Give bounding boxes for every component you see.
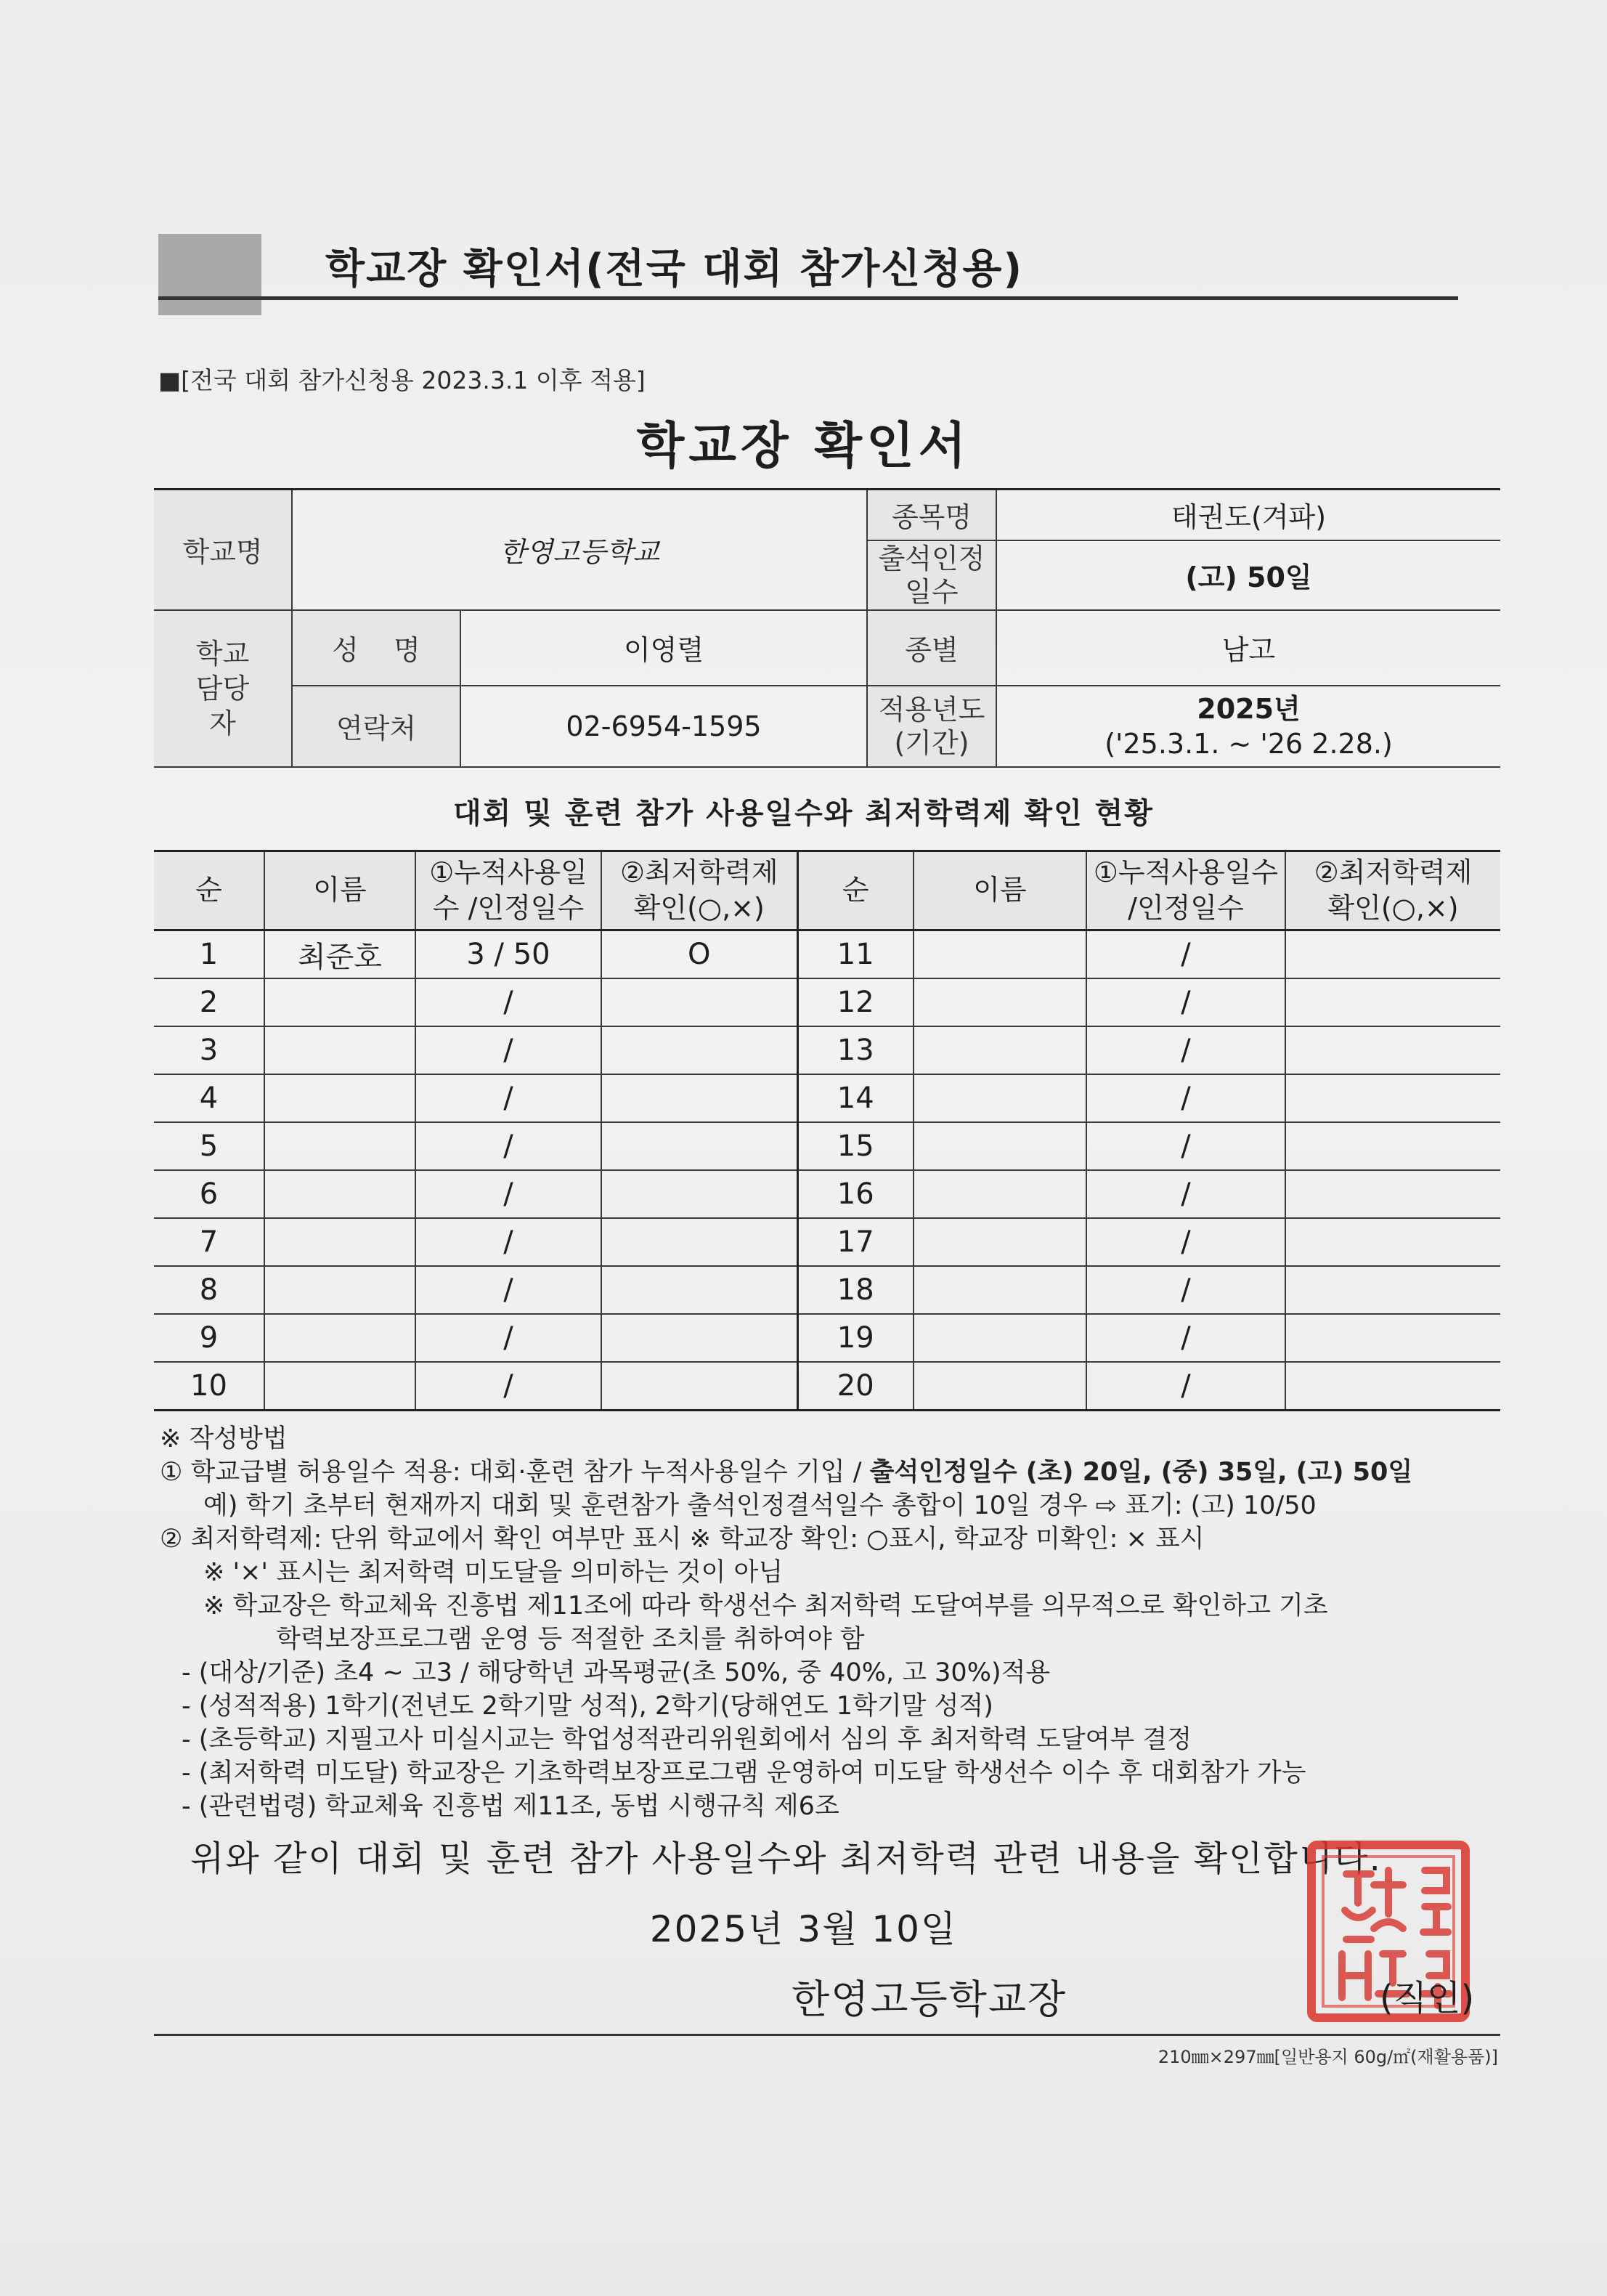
table-row [154, 1122, 1500, 1170]
instruction-4: ※ 학교장은 학교체육 진흥법 제11조에 따라 학생선수 최저학력 도달여부를 의무적으로 확인하고 기초 [203, 1591, 1328, 1620]
roster-right-num-cell: 12 [797, 978, 914, 1026]
roster-left-name-cell [264, 1074, 415, 1122]
issue-date: 2025년 3월 10일 [649, 1908, 958, 1950]
roster-right-check-cell [1285, 1074, 1500, 1122]
table-row [154, 1026, 1500, 1074]
roster-right-check-cell [1285, 930, 1500, 979]
instruction-1 [160, 1456, 1525, 1489]
attendance-value: (고) 50일 [996, 540, 1500, 610]
roster-right-name-cell [914, 1362, 1086, 1411]
roster-right-num-cell: 14 [797, 1074, 914, 1122]
roster-right-days-cell: / [1086, 1266, 1285, 1314]
principal-name: 한영고등학교장 [792, 1976, 1067, 2022]
header-name-right: 이름 [914, 851, 1086, 930]
roster-left-days-cell: / [415, 1122, 601, 1170]
contact-value: 02-6954-1595 [460, 686, 867, 767]
table-row [154, 1170, 1500, 1218]
roster-left-days-cell: / [415, 978, 601, 1026]
roster-right-name-cell [914, 1074, 1086, 1122]
header-name-left: 이름 [264, 851, 415, 930]
roster-right-num-cell: 13 [797, 1026, 914, 1074]
header-days-right [1086, 851, 1285, 930]
roster-right-name-cell [914, 930, 1086, 979]
instructions [160, 1422, 1525, 1823]
staff-label-text: 학교 담당자 [195, 637, 250, 739]
roster-left-days-cell: / [415, 1314, 601, 1362]
roster-left-name-cell [264, 1122, 415, 1170]
roster-right-check-cell [1285, 1314, 1500, 1362]
roster-right-name-cell [914, 978, 1086, 1026]
roster-right-check-cell [1285, 1266, 1500, 1314]
roster-right-days-cell: / [1086, 1362, 1285, 1411]
roster-left-name-cell [264, 1314, 415, 1362]
header-days-left-text: ①누적사용일수 /인정일수 [429, 856, 587, 924]
roster-left-check-cell [601, 1314, 797, 1362]
roster-right-num-cell: 16 [797, 1170, 914, 1218]
roster-right-name-cell [914, 1218, 1086, 1266]
paper-spec-footer: 210㎜×297㎜[일반용지 60g/㎡(재활용품)] [1158, 2047, 1498, 2067]
roster-left-num-cell: 7 [154, 1218, 264, 1266]
roster-body [154, 930, 1500, 1411]
header-rule [158, 296, 1458, 300]
name-value: 이영렬 [460, 610, 867, 686]
confirmation-statement: 위와 같이 대회 및 훈련 참가 사용일수와 최저학력 관련 내용을 확인합니다. [190, 1838, 1382, 1879]
roster-left-days-cell: / [415, 1074, 601, 1122]
table-row [154, 1314, 1500, 1362]
header-gray-block [158, 234, 261, 315]
school-value: 한영고등학교 [292, 490, 867, 610]
instruction-1-text: ① 학교급별 허용일수 적용: 대회·훈련 참가 누적사용일수 기입 / [160, 1458, 870, 1487]
header-days-left [415, 851, 601, 930]
detail-1: - (대상/기준) 초4 ~ 고3 / 해당학년 과목평균(초 50%, 중 40%, 고 30%)적용 [182, 1658, 1051, 1687]
gender-value: 남고 [996, 610, 1500, 686]
roster-right-check-cell [1285, 978, 1500, 1026]
roster-right-num-cell: 20 [797, 1362, 914, 1411]
bottom-rule [154, 2034, 1500, 2036]
header-title: 학교장 확인서(전국 대회 참가신청용) [325, 246, 1024, 293]
roster-left-days-cell: 3 / 50 [415, 930, 601, 979]
roster-right-num-cell: 11 [797, 930, 914, 979]
roster-left-check-cell [601, 1122, 797, 1170]
roster-right-name-cell [914, 1122, 1086, 1170]
roster-right-check-cell [1285, 1170, 1500, 1218]
roster-right-name-cell [914, 1266, 1086, 1314]
roster-left-check-cell [601, 1266, 797, 1314]
table-row [154, 1074, 1500, 1122]
table-row [154, 930, 1500, 979]
roster-left-check-cell [601, 1074, 797, 1122]
roster-right-num-cell: 19 [797, 1314, 914, 1362]
roster-right-name-cell [914, 1170, 1086, 1218]
year-label-text: 적용년도 (기간) [878, 693, 985, 759]
year-value: 2025년 [1197, 692, 1301, 725]
header-check-left-text: ②최저학력제 확인(○,×) [619, 856, 778, 924]
instruction-1-example: 예) 학기 초부터 현재까지 대회 및 훈련참가 출석인정결석일수 총합이 10일 경우 ⇨ 표기: (고) 10/50 [203, 1491, 1317, 1520]
year-cell [996, 686, 1500, 767]
instruction-2: ② 최저학력제: 단위 학교에서 확인 여부만 표시 ※ 학교장 확인: ○표시, 학교장 미확인: × 표시 [160, 1525, 1205, 1554]
instructions-heading: ※ 작성방법 [160, 1424, 288, 1453]
attendance-label-text: 출석인정 일수 [878, 542, 985, 608]
roster-left-check-cell [601, 1170, 797, 1218]
table-row [154, 1362, 1500, 1411]
header-days-right-text: ①누적사용일수 /인정일수 [1093, 856, 1279, 924]
roster-right-num-cell: 15 [797, 1122, 914, 1170]
roster-right-num-cell: 18 [797, 1266, 914, 1314]
roster-left-num-cell: 6 [154, 1170, 264, 1218]
roster-left-name-cell: 최준호 [264, 930, 415, 979]
instruction-5: 학력보장프로그램 운영 등 적절한 조치를 취하여야 함 [276, 1625, 865, 1654]
table-row [154, 978, 1500, 1026]
roster-left-days-cell: / [415, 1362, 601, 1411]
roster-left-name-cell [264, 1170, 415, 1218]
detail-4: - (최저학력 미도달) 학교장은 기초학력보장프로그램 운영하여 미도달 학생선수 이수 후 대회참가 가능 [182, 1758, 1306, 1788]
roster-right-check-cell [1285, 1122, 1500, 1170]
roster-left-num-cell: 2 [154, 978, 264, 1026]
roster-right-days-cell: / [1086, 978, 1285, 1026]
seal-label: (직인) [1380, 1978, 1475, 2019]
header-check-right [1285, 851, 1500, 930]
detail-3: - (초등학교) 지필고사 미실시교는 학업성적관리위원회에서 심의 후 최저학력 도달여부 결정 [182, 1725, 1192, 1754]
roster-left-check-cell [601, 978, 797, 1026]
roster-left-days-cell: / [415, 1266, 601, 1314]
roster-left-name-cell [264, 1026, 415, 1074]
roster-right-days-cell: / [1086, 1122, 1285, 1170]
event-value: 태권도(겨파) [996, 490, 1500, 540]
roster-left-name-cell [264, 1266, 415, 1314]
roster-right-check-cell [1285, 1218, 1500, 1266]
roster-right-days-cell: / [1086, 1170, 1285, 1218]
roster-left-name-cell [264, 1218, 415, 1266]
main-title: 학교장 확인서 [636, 418, 971, 475]
name-label: 성 명 [292, 610, 460, 686]
contact-label: 연락처 [292, 686, 460, 767]
roster-left-num-cell: 10 [154, 1362, 264, 1411]
roster-right-name-cell [914, 1314, 1086, 1362]
roster-left-days-cell: / [415, 1026, 601, 1074]
header-num-right: 순 [797, 851, 914, 930]
table-row [154, 1218, 1500, 1266]
roster-right-days-cell: / [1086, 1074, 1285, 1122]
applicability-note: ■[전국 대회 참가신청용 2023.3.1 이후 적용] [158, 366, 646, 394]
roster-table [154, 850, 1500, 1411]
instruction-1-bold: 출석인정일수 (초) 20일, (중) 35일, (고) 50일 [869, 1458, 1413, 1487]
event-label: 종목명 [867, 490, 996, 540]
info-table [154, 488, 1500, 768]
header-check-left [601, 851, 797, 930]
header-check-right-text: ②최저학력제 확인(○,×) [1314, 856, 1473, 924]
roster-left-num-cell: 4 [154, 1074, 264, 1122]
year-label [867, 686, 996, 767]
roster-left-num-cell: 8 [154, 1266, 264, 1314]
section-title: 대회 및 훈련 참가 사용일수와 최저학력제 확인 현황 [453, 797, 1154, 830]
attendance-label [867, 540, 996, 610]
school-label: 학교명 [154, 490, 292, 610]
roster-right-days-cell: / [1086, 1218, 1285, 1266]
roster-left-check-cell: O [601, 930, 797, 979]
roster-right-check-cell [1285, 1362, 1500, 1411]
gender-label: 종별 [867, 610, 996, 686]
roster-left-num-cell: 9 [154, 1314, 264, 1362]
roster-left-name-cell [264, 1362, 415, 1411]
roster-right-days-cell: / [1086, 1314, 1285, 1362]
year-period: ('25.3.1. ~ '26 2.28.) [1104, 727, 1393, 760]
roster-left-days-cell: / [415, 1218, 601, 1266]
roster-right-num-cell: 17 [797, 1218, 914, 1266]
detail-2: - (성적적용) 1학기(전년도 2학기말 성적), 2학기(당해연도 1학기말 성적) [182, 1692, 993, 1721]
staff-label [154, 610, 292, 767]
table-row [154, 1266, 1500, 1314]
roster-right-days-cell: / [1086, 930, 1285, 979]
roster-left-days-cell: / [415, 1170, 601, 1218]
roster-left-check-cell [601, 1218, 797, 1266]
roster-right-days-cell: / [1086, 1026, 1285, 1074]
roster-left-name-cell [264, 978, 415, 1026]
roster-left-check-cell [601, 1362, 797, 1411]
roster-left-num-cell: 3 [154, 1026, 264, 1074]
roster-right-name-cell [914, 1026, 1086, 1074]
roster-left-num-cell: 5 [154, 1122, 264, 1170]
instruction-3: ※ '×' 표시는 최저학력 미도달을 의미하는 것이 아님 [203, 1558, 784, 1587]
roster-right-check-cell [1285, 1026, 1500, 1074]
roster-left-num-cell: 1 [154, 930, 264, 979]
detail-5: - (관련법령) 학교체육 진흥법 제11조, 동법 시행규칙 제6조 [182, 1792, 839, 1821]
roster-left-check-cell [601, 1026, 797, 1074]
header-num-left: 순 [154, 851, 264, 930]
